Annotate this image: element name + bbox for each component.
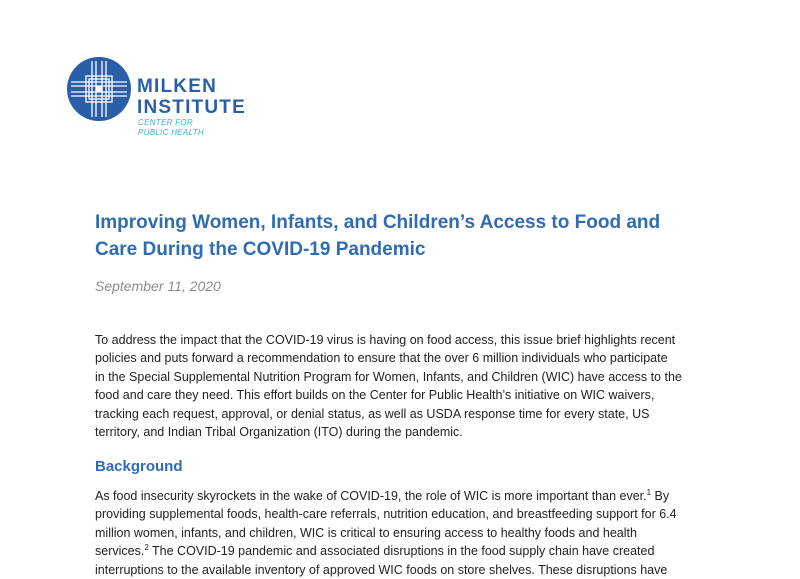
background-heading: Background: [95, 458, 183, 475]
footnote-ref-1[interactable]: 1: [646, 487, 652, 497]
background-line: interruptions to the available inventory of approved WIC foods on store shelves. These disruptions have: [95, 562, 668, 577]
intro-line: tracking each request, approval, or denial status, as well as USDA response time for every state, US: [95, 406, 650, 421]
organization-subtitle: [138, 118, 204, 138]
background-line: [95, 542, 715, 560]
intro-line: in the Special Supplemental Nutrition Program for Women, Infants, and Children (WIC) have access to the: [95, 369, 682, 384]
background-paragraph: [95, 487, 715, 579]
intro-paragraph: [95, 331, 715, 441]
milken-institute-logo: [67, 57, 131, 121]
intro-line: food and care they need. This effort builds on the Center for Public Health’s initiative on WIC waivers,: [95, 388, 655, 403]
intro-line: policies and puts forward a recommendation to ensure that the over 6 million individuals who participate: [95, 351, 668, 366]
document-title-line: Care During the COVID-19 Pandemic: [95, 239, 426, 260]
organization-subtitle-line2: PUBLIC HEALTH: [138, 128, 204, 137]
organization-name: [137, 76, 246, 118]
intro-line: territory, and Indian Tribal Organization (ITO) during the pandemic.: [95, 425, 463, 440]
document-title-line: Improving Women, Infants, and Children’s Access to Food and: [95, 212, 661, 233]
background-line: providing supplemental foods, health-care referrals, nutrition education, and breastfeeding support for 6.4: [95, 507, 677, 522]
background-line-text: services.: [95, 544, 145, 559]
background-line-text: As food insecurity skyrockets in the wake of COVID-19, the role of WIC is more important than ever.: [95, 489, 647, 503]
background-line: [95, 487, 715, 505]
background-line-text: By: [651, 489, 670, 503]
document-title: [95, 209, 735, 263]
footnote-ref-2[interactable]: 2: [144, 543, 149, 553]
organization-subtitle-line1: CENTER FOR: [138, 118, 193, 127]
background-line-text: The COVID-19 pandemic and associated disruptions in the food supply chain have created: [148, 544, 655, 559]
publication-date: September 11, 2020: [95, 278, 221, 294]
intro-line: To address the impact that the COVID-19 virus is having on food access, this issue brief highlights recent: [95, 333, 676, 347]
organization-name-line1: MILKEN: [137, 76, 218, 97]
background-line: million women, infants, and children, WIC is critical to ensuring access to healthy foods and health: [95, 525, 637, 540]
organization-name-line2: INSTITUTE: [137, 97, 246, 118]
